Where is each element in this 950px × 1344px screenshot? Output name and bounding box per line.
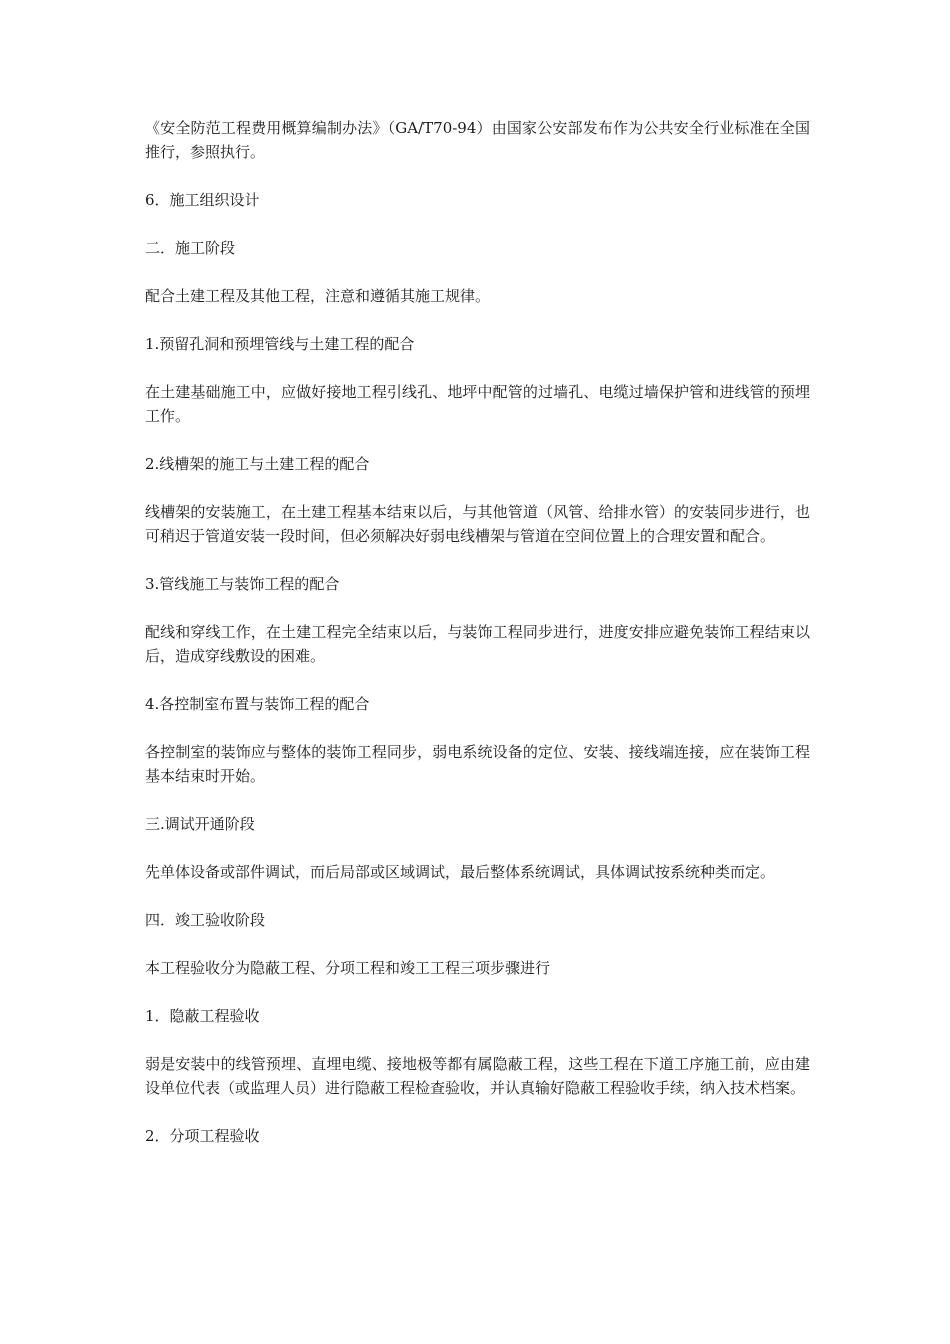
subheading-sub-item: 2．分项工程验收 (145, 1127, 260, 1145)
body-paragraph: 配合土建工程及其他工程，注意和遵循其施工规律。 (145, 287, 491, 305)
body-paragraph: 配线和穿线工作，在土建工程完全结束以后，与装饰工程同步进行，进度安排应避免装饰工程结束以后，造成穿线敷设的困难。 (145, 623, 810, 665)
body-paragraph: 在土建基础施工中，应做好接地工程引线孔、地坪中配管的过墙孔、电缆过墙保护管和进线管的预埋工作。 (145, 383, 810, 425)
subheading-1: 1.预留孔洞和预埋管线与土建工程的配合 (145, 335, 415, 353)
body-paragraph: 弱是安装中的线管预埋、直埋电缆、接地极等都有属隐蔽工程，这些工程在下道工序施工前，应由建设单位代表（或监理人员）进行隐蔽工程检查验收，并认真输好隐蔽工程验收手续，纳入技术档案。 (145, 1055, 810, 1097)
subheading-2: 2.线槽架的施工与土建工程的配合 (145, 455, 370, 473)
body-paragraph: 线槽架的安装施工，在土建工程基本结束以后，与其他管道（风管、给排水管）的安装同步进行，也可稍迟于管道安装一段时间，但必须解决好弱电线槽架与管道在空间位置上的合理安置和配合。 (145, 503, 810, 545)
subheading-hidden-works: 1．隐蔽工程验收 (145, 1007, 260, 1025)
subheading-4: 4.各控制室布置与装饰工程的配合 (145, 695, 370, 713)
body-paragraph: 本工程验收分为隐蔽工程、分项工程和竣工工程三项步骤进行 (145, 959, 551, 977)
section-heading-acceptance: 四．竣工验收阶段 (145, 911, 266, 929)
section-heading-construction-stage: 二．施工阶段 (145, 239, 236, 257)
body-paragraph: 先单体设备或部件调试，而后局部或区域调试，最后整体系统调试，具体调试按系统种类而定。 (145, 863, 776, 881)
document-page (145, 116, 810, 1172)
intro-paragraph: 《安全防范工程费用概算编制办法》（GA/T70-94）由国家公安部发布作为公共安全行业标准在全国推行，参照执行。 (145, 119, 810, 161)
section-heading-commissioning: 三.调试开通阶段 (145, 815, 255, 833)
subheading-3: 3.管线施工与装饰工程的配合 (145, 575, 340, 593)
section-heading-construction-design: 6．施工组织设计 (145, 191, 260, 209)
body-paragraph: 各控制室的装饰应与整体的装饰工程同步，弱电系统设备的定位、安装、接线端连接，应在装饰工程基本结束时开始。 (145, 743, 810, 785)
